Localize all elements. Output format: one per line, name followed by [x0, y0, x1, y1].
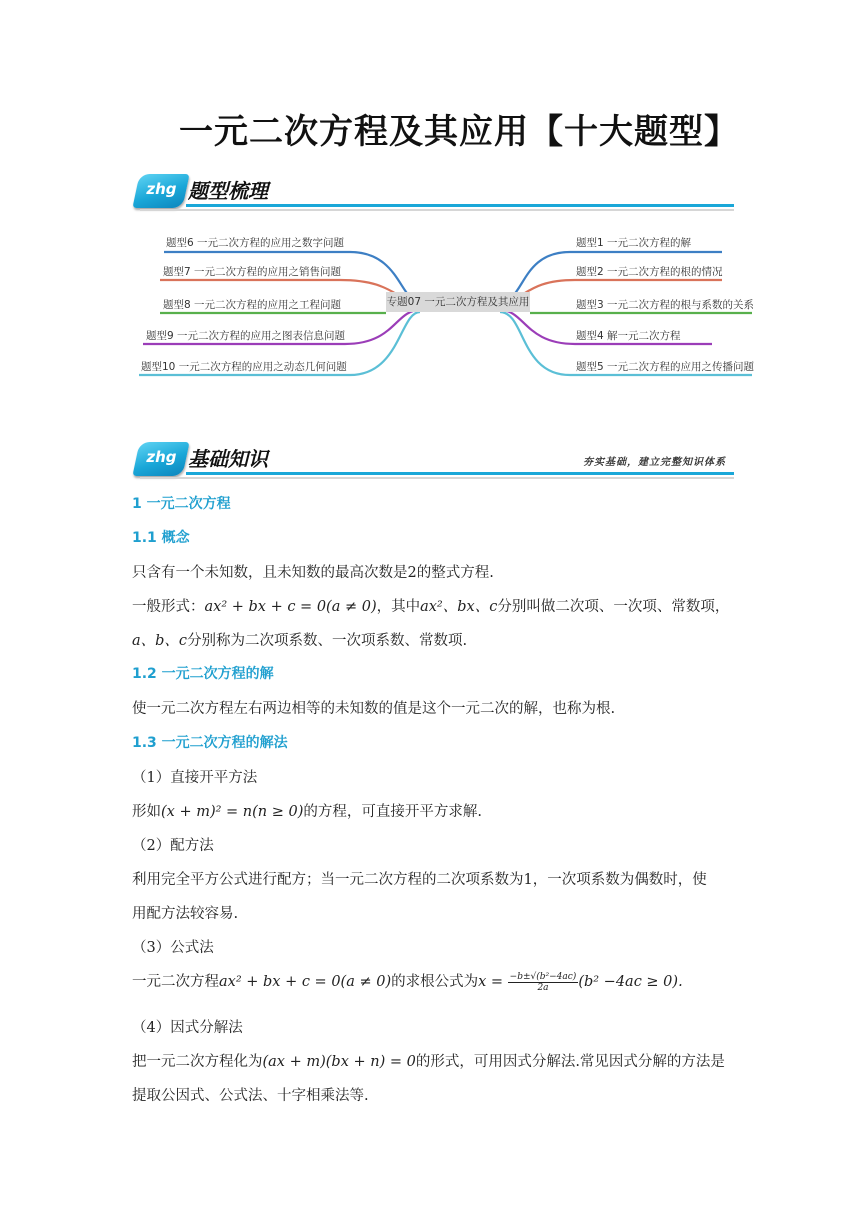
banner-motto: 夯实基础，建立完整知识体系 [583, 457, 726, 468]
mind-map-node: 题型7 一元二次方程的应用之销售问题 [163, 266, 342, 278]
mind-map-node: 题型1 一元二次方程的解 [576, 237, 692, 249]
paragraph: 只含有一个未知数，且未知数的最高次数是2的整式方程. [132, 565, 494, 581]
mind-map-node: 题型2 一元二次方程的根的情况 [576, 266, 723, 278]
paragraph: 一般形式：ax² + bx + c = 0(a ≠ 0)，其中ax²、bx、c分别叫做二次项、一次项、常数项， [132, 599, 730, 615]
heading-1-2: 1.2 一元二次方程的解 [132, 666, 274, 682]
heading-1: 1 一元二次方程 [132, 496, 231, 512]
mind-map-node: 题型4 解一元二次方程 [576, 330, 681, 342]
paragraph: 提取公因式、公式法、十字相乘法等. [132, 1088, 369, 1104]
banner-rule-shadow [140, 209, 734, 211]
quadratic-formula-fraction: $\frac{\text{−b±√(b²−4ac)}}{2a}$ [509, 971, 577, 993]
paragraph: 一元二次方程ax² + bx + c = 0(a ≠ 0)的求根公式为x = $\frac{\text{−b±√(b²−4ac)}}{2a}$ (b² −4ac ≥ 0). [132, 971, 683, 993]
mind-map-node: 题型5 一元二次方程的应用之传播问题 [576, 361, 755, 373]
section-banner-overview [130, 172, 734, 216]
mind-map-node: 题型9 一元二次方程的应用之图表信息问题 [146, 330, 346, 342]
mind-map-node: 题型3 一元二次方程的根与系数的关系 [576, 299, 755, 311]
banner-rule [186, 204, 734, 207]
method-label: （1）直接开平方法 [132, 770, 258, 786]
mind-map-node: 题型6 一元二次方程的应用之数字问题 [166, 237, 345, 249]
section-banner-basics [130, 440, 734, 484]
mind-map-center: 专题07 一元二次方程及其应用 [386, 292, 530, 312]
paragraph: 用配方法较容易. [132, 906, 239, 922]
math-terms: ax²、bx、c [420, 599, 498, 615]
heading-1-1: 1.1 概念 [132, 530, 190, 546]
paragraph: 形如(x + m)² = n(n ≥ 0)的方程，可直接开平方求解. [132, 804, 482, 820]
banner-title: 题型梳理 [188, 179, 268, 203]
method-label: （2）配方法 [132, 838, 214, 854]
paragraph: 利用完全平方公式进行配方；当一元二次方程的二次项系数为1，一次项系数为偶数时，使 [132, 872, 707, 888]
page-title: 一元二次方程及其应用【十大题型】 [179, 112, 739, 152]
math-formula: ax² + bx + c = 0(a ≠ 0) [219, 974, 392, 990]
heading-1-3: 1.3 一元二次方程的解法 [132, 735, 288, 751]
mind-map-node: 题型8 一元二次方程的应用之工程问题 [163, 299, 342, 311]
banner-rule [186, 472, 734, 475]
banner-rule-shadow [140, 477, 734, 479]
math-terms: a、b、c [132, 633, 188, 649]
paragraph: a、b、c分别称为二次项系数、一次项系数、常数项. [132, 633, 468, 649]
paragraph: 使一元二次方程左右两边相等的未知数的值是这个一元二次的解，也称为根. [132, 701, 616, 717]
mind-map [0, 222, 868, 392]
paragraph: 把一元二次方程化为(ax + m)(bx + n) = 0的形式，可用因式分解法.常见因式分解的方法是 [132, 1054, 725, 1070]
math-formula: (x + m)² = n(n ≥ 0) [161, 804, 304, 820]
mind-map-node: 题型10 一元二次方程的应用之动态几何问题 [141, 361, 347, 373]
math-formula: ax² + bx + c = 0(a ≠ 0) [204, 599, 377, 615]
zhg-badge-icon: zhg [132, 174, 189, 208]
method-label: （3）公式法 [132, 940, 214, 956]
math-formula: (ax + m)(bx + n) = 0 [262, 1054, 416, 1070]
banner-title: 基础知识 [188, 447, 268, 471]
method-label: （4）因式分解法 [132, 1020, 243, 1036]
zhg-badge-icon: zhg [132, 442, 189, 476]
